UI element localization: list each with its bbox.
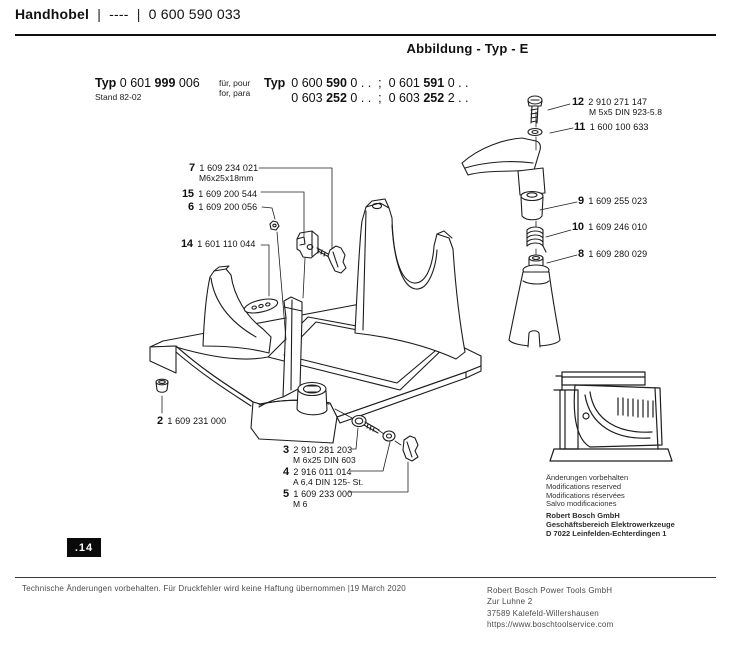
callout-14 <box>181 238 255 249</box>
typ-label: Typ <box>264 76 286 90</box>
model-number-prefix: 0 601 <box>119 76 155 90</box>
part-number: 1 609 233 000 <box>293 489 353 499</box>
rubber-foot <box>156 379 168 392</box>
wing-nut <box>403 436 418 461</box>
variant-dashes: ---- <box>109 6 129 22</box>
callout-9 <box>578 195 647 206</box>
part-ref: 3 <box>283 444 289 456</box>
clamp-bracket <box>297 231 318 258</box>
part-ref: 7 <box>189 162 195 174</box>
footer-website: https://www.boschtoolservice.com <box>487 619 614 629</box>
screw <box>528 96 542 123</box>
applies-line-1: 0 600 590 0 . . ; 0 601 591 0 . . <box>291 76 469 90</box>
part-number: 2 910 271 147 <box>588 97 648 107</box>
separator: | <box>136 6 141 22</box>
footer-company-block <box>487 585 613 630</box>
callout-12 <box>572 96 662 117</box>
nut <box>270 221 279 230</box>
note-line: Modifications réservées <box>546 490 625 500</box>
part-spec: A 6,4 DIN 125- St. <box>293 477 364 487</box>
part-ref: 15 <box>182 188 194 200</box>
model-number-suffix: 006 <box>175 76 200 90</box>
separator: | <box>97 6 102 22</box>
footer-address-1: Zur Luhne 2 <box>487 597 533 607</box>
modification-notes <box>546 474 628 509</box>
part-number: 1 609 255 023 <box>588 196 648 206</box>
part-spec: M 6x25 DIN 603 <box>293 455 356 465</box>
label-plate <box>243 296 279 315</box>
stand-leg <box>509 255 560 347</box>
callout-4 <box>283 466 363 487</box>
manufacturer-line: Robert Bosch GmbH <box>546 511 620 520</box>
part-ref: 11 <box>574 121 586 133</box>
footer-disclaimer: Technische Änderungen vorbehalten. Für Druckfehler wird keine Haftung übernommen |19 March 2020 <box>22 584 406 593</box>
for-line-2: for, para <box>219 88 251 98</box>
washer-small <box>528 129 542 136</box>
manufacturer-block <box>546 512 675 538</box>
footer-address-2: 37589 Kalefeld-Willershausen <box>487 608 599 618</box>
note-line: Salvo modificaciones <box>546 499 617 509</box>
footer-company: Robert Bosch Power Tools GmbH <box>487 586 613 595</box>
part-number: 2 910 281 203 <box>293 445 353 455</box>
footer-divider <box>15 577 716 578</box>
part-ref: 5 <box>283 488 289 500</box>
callout-5 <box>283 488 352 509</box>
callout-11 <box>574 121 649 132</box>
note-line: Modifications reserved <box>546 481 622 491</box>
part-spec: M6x25x18mm <box>199 173 254 183</box>
assembled-view <box>550 372 672 461</box>
callout-6 <box>188 201 257 212</box>
part-ref: 4 <box>283 466 289 478</box>
part-number: 1 609 200 544 <box>198 189 258 199</box>
part-spec: M 5x5 DIN 923-5.8 <box>589 107 663 117</box>
callout-10 <box>572 221 647 232</box>
part-ref: 2 <box>157 415 163 427</box>
plate-marker: .14 <box>67 538 101 557</box>
carriage-bolt <box>352 416 379 434</box>
note-line: Änderungen vorbehalten <box>546 473 629 482</box>
manufacturer-line: Geschäftsbereich Elektrowerkzeuge <box>546 519 675 529</box>
for-line-1: für, pour <box>219 78 251 88</box>
callout-2 <box>157 415 226 426</box>
part-number: 1 609 200 056 <box>198 202 258 212</box>
order-number: 0 600 590 033 <box>148 6 241 22</box>
part-number: 1 609 234 021 <box>199 163 259 173</box>
part-ref: 12 <box>572 96 584 108</box>
typ-label: Typ <box>95 76 117 90</box>
part-number: 1 609 246 010 <box>588 222 648 232</box>
manufacturer-line: D 7022 Leinfelden-Echterdingen 1 <box>546 528 667 538</box>
product-name: Handhobel <box>15 6 90 22</box>
washer <box>383 431 395 441</box>
part-spec: M 6 <box>293 499 308 509</box>
part-number: 1 601 110 044 <box>197 239 256 249</box>
spring <box>527 227 546 252</box>
part-number: 1 609 231 000 <box>167 416 227 426</box>
part-number: 2 916 011 014 <box>293 467 352 477</box>
model-number-bold: 999 <box>154 76 176 90</box>
stand-revision: Stand 82-02 <box>95 92 142 102</box>
part-number: 1 609 280 029 <box>588 249 648 259</box>
part-ref: 8 <box>578 248 584 260</box>
applies-line-2: 0 603 252 0 . . ; 0 603 252 2 . . <box>291 91 469 105</box>
part-ref: 14 <box>181 238 193 250</box>
callout-7 <box>189 162 258 183</box>
callout-8 <box>578 248 647 259</box>
part-ref: 6 <box>188 201 194 213</box>
part-number: 1 600 100 633 <box>589 122 649 132</box>
clamp-shoe <box>462 138 545 220</box>
stand-right-support <box>355 199 465 359</box>
part-ref: 10 <box>572 221 584 233</box>
part-ref: 9 <box>578 195 584 207</box>
figure-title: Abbildung - Typ - E <box>406 41 529 56</box>
callout-3 <box>283 444 356 465</box>
wing-screw <box>317 246 346 273</box>
